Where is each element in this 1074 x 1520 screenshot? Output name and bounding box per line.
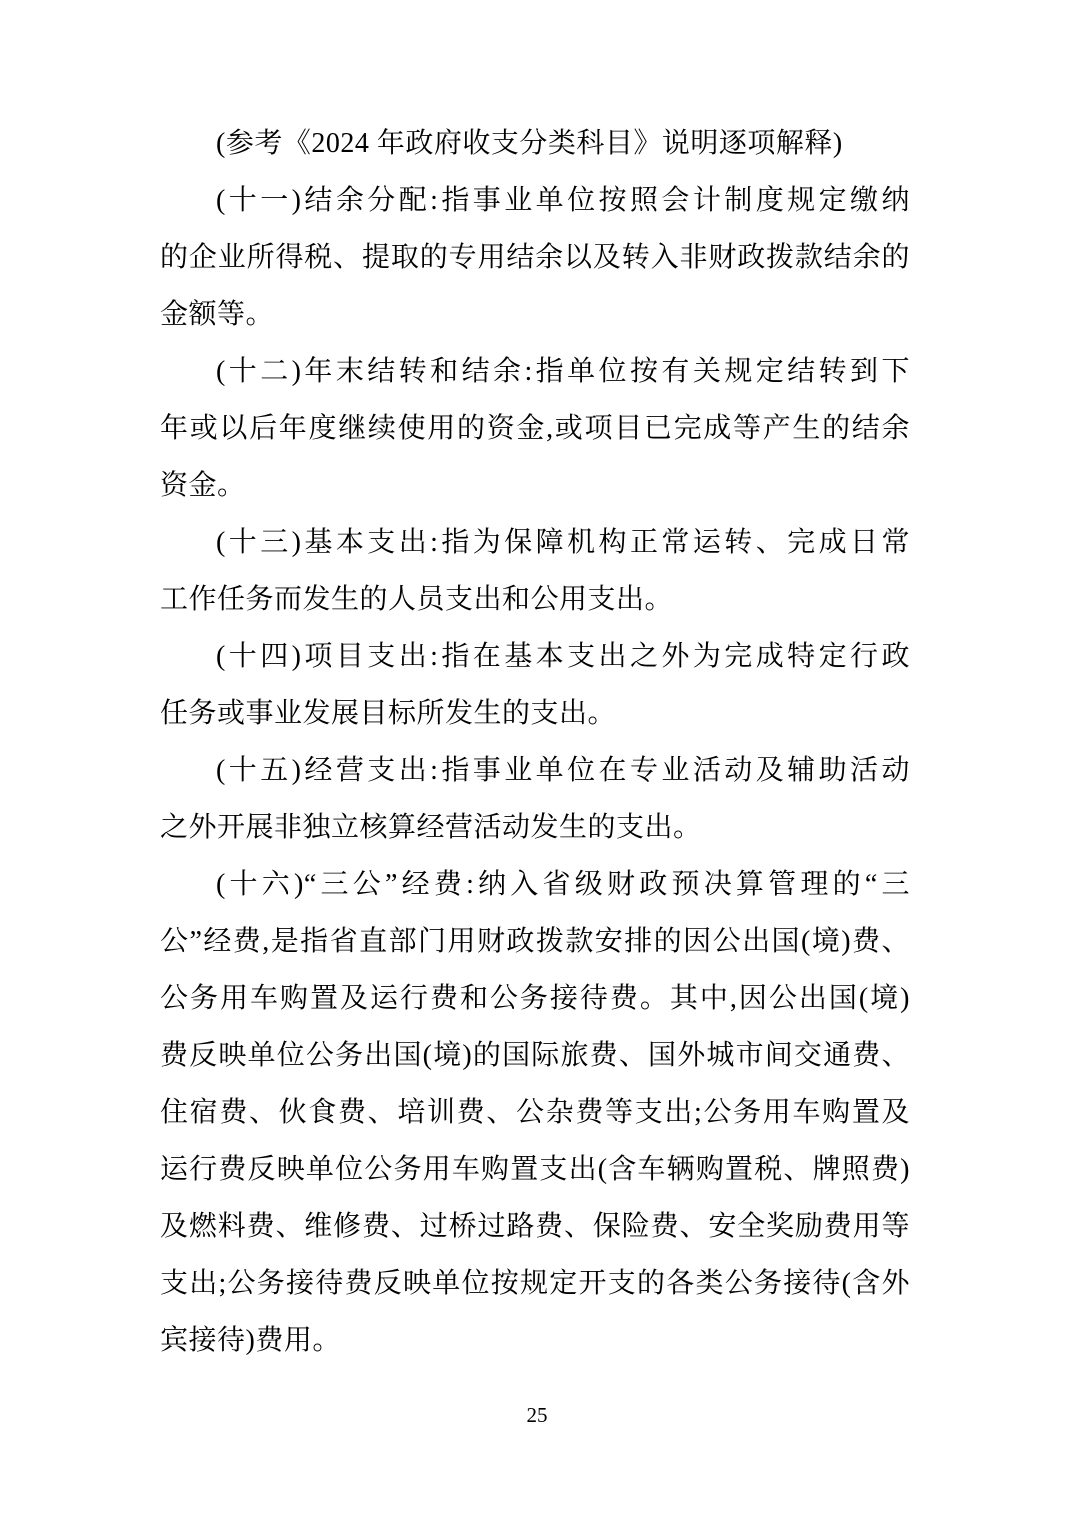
- text-line: 运行费反映单位公务用车购置支出(含车辆购置税、牌照费): [160, 1154, 910, 1185]
- text-line: 资金。: [160, 470, 246, 501]
- text-line: 任务或事业发展目标所发生的支出。: [160, 698, 617, 729]
- text-line: 之外开展非独立核算经营活动发生的支出。: [160, 812, 702, 843]
- text-line: 年或以后年度继续使用的资金,或项目已完成等产生的结余: [160, 413, 910, 444]
- document-body: [160, 115, 910, 1369]
- text-line: 支出;公务接待费反映单位按规定开支的各类公务接待(含外: [160, 1268, 910, 1299]
- text-line: 费反映单位公务出国(境)的国际旅费、国外城市间交通费、: [160, 1040, 910, 1071]
- text-line: 住宿费、伙食费、培训费、公杂费等支出;公务用车购置及: [160, 1097, 910, 1128]
- text-line: (十一)结余分配:指事业单位按照会计制度规定缴纳: [216, 185, 910, 216]
- text-line: (参考《2024 年政府收支分类科目》说明逐项解释): [216, 128, 843, 159]
- text-line: 宾接待)费用。: [160, 1325, 341, 1356]
- text-line: (十三)基本支出:指为保障机构正常运转、完成日常: [216, 527, 910, 558]
- text-line: 金额等。: [160, 299, 275, 330]
- text-line: (十五)经营支出:指事业单位在专业活动及辅助活动: [216, 755, 910, 786]
- text-line: 的企业所得税、提取的专用结余以及转入非财政拨款结余的: [160, 242, 910, 273]
- text-line: 及燃料费、维修费、过桥过路费、保险费、安全奖励费用等: [160, 1211, 910, 1242]
- page-number: 25: [526, 1403, 548, 1427]
- text-line: (十六)“三公”经费:纳入省级财政预决算管理的“三: [216, 869, 910, 900]
- text-line: 公”经费,是指省直部门用财政拨款安排的因公出国(境)费、: [160, 926, 910, 957]
- text-line: 公务用车购置及运行费和公务接待费。其中,因公出国(境): [160, 983, 910, 1014]
- text-line: 工作任务而发生的人员支出和公用支出。: [160, 584, 674, 615]
- text-line: (十二)年末结转和结余:指单位按有关规定结转到下: [216, 356, 910, 387]
- text-line: (十四)项目支出:指在基本支出之外为完成特定行政: [216, 641, 910, 672]
